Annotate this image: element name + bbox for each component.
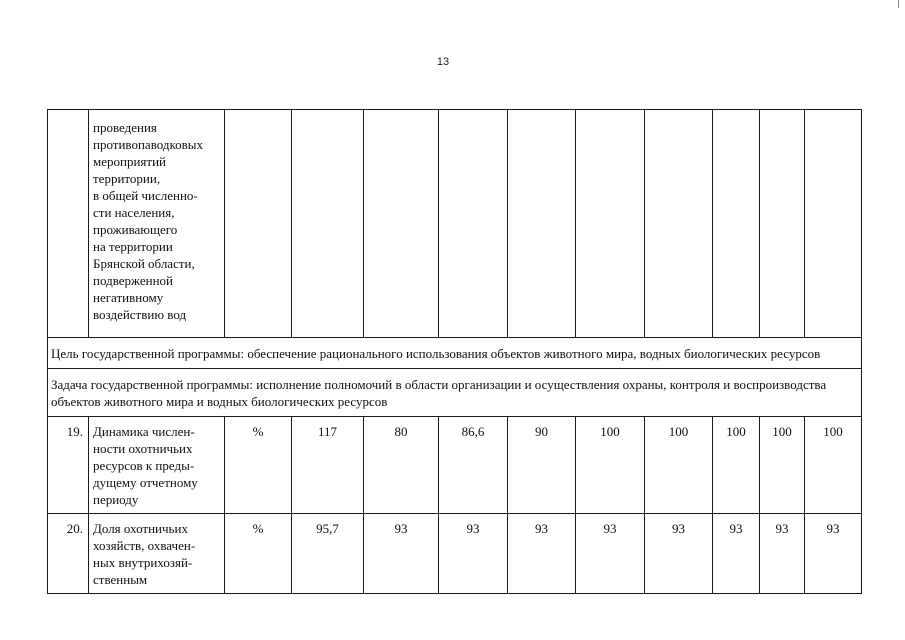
value-cell: 93: [508, 514, 576, 594]
row-number: 20.: [48, 514, 89, 594]
indicator-name: Динамика числен- ности охотничьих ресурсов к преды- дущему отчетному периоду: [89, 417, 225, 514]
row-number: 19.: [48, 417, 89, 514]
num-cell: [48, 110, 89, 338]
goal-text: Цель государственной программы: обеспечение рационального использования объектов животного мира, водных биологических ресурсов: [48, 338, 862, 369]
value-cell: 93: [576, 514, 645, 594]
scan-edge-mark: [898, 0, 899, 8]
value-cell: [760, 110, 805, 338]
value-cell: 93: [805, 514, 862, 594]
value-cell: 93: [713, 514, 760, 594]
value-cell: 100: [645, 417, 713, 514]
task-row: [48, 369, 862, 417]
table-row: [48, 417, 862, 514]
value-cell: [713, 110, 760, 338]
unit-cell: [225, 110, 292, 338]
value-cell: [292, 110, 364, 338]
value-cell: 80: [364, 417, 439, 514]
indicators-table: [47, 109, 862, 594]
value-cell: 95,7: [292, 514, 364, 594]
value-cell: [576, 110, 645, 338]
value-cell: 90: [508, 417, 576, 514]
value-cell: 100: [805, 417, 862, 514]
unit-cell: %: [225, 417, 292, 514]
value-cell: 117: [292, 417, 364, 514]
value-cell: [439, 110, 508, 338]
indicator-name: Доля охотничьих хозяйств, охвачен- ных внутрихозяй- ственным: [89, 514, 225, 594]
value-cell: [805, 110, 862, 338]
value-cell: 86,6: [439, 417, 508, 514]
value-cell: [364, 110, 439, 338]
task-text: Задача государственной программы: исполнение полномочий в области организации и осуществления охраны, контроля и воспроизводства объектов животного мира и водных биологических ресурсов: [48, 369, 862, 417]
value-cell: 100: [713, 417, 760, 514]
value-cell: [645, 110, 713, 338]
value-cell: 93: [439, 514, 508, 594]
value-cell: [508, 110, 576, 338]
goal-row: [48, 338, 862, 369]
table-row: [48, 514, 862, 594]
value-cell: 93: [364, 514, 439, 594]
indicator-name-cell: проведения противопаводковых мероприятий территории, в общей численно- сти населения, проживающего на территории Брянской области, подверженной негативному воздействию вод: [89, 110, 225, 338]
unit-cell: %: [225, 514, 292, 594]
page-number: 13: [436, 56, 450, 68]
value-cell: 100: [760, 417, 805, 514]
value-cell: 100: [576, 417, 645, 514]
table-row-continued: [48, 110, 862, 338]
value-cell: 93: [760, 514, 805, 594]
value-cell: 93: [645, 514, 713, 594]
